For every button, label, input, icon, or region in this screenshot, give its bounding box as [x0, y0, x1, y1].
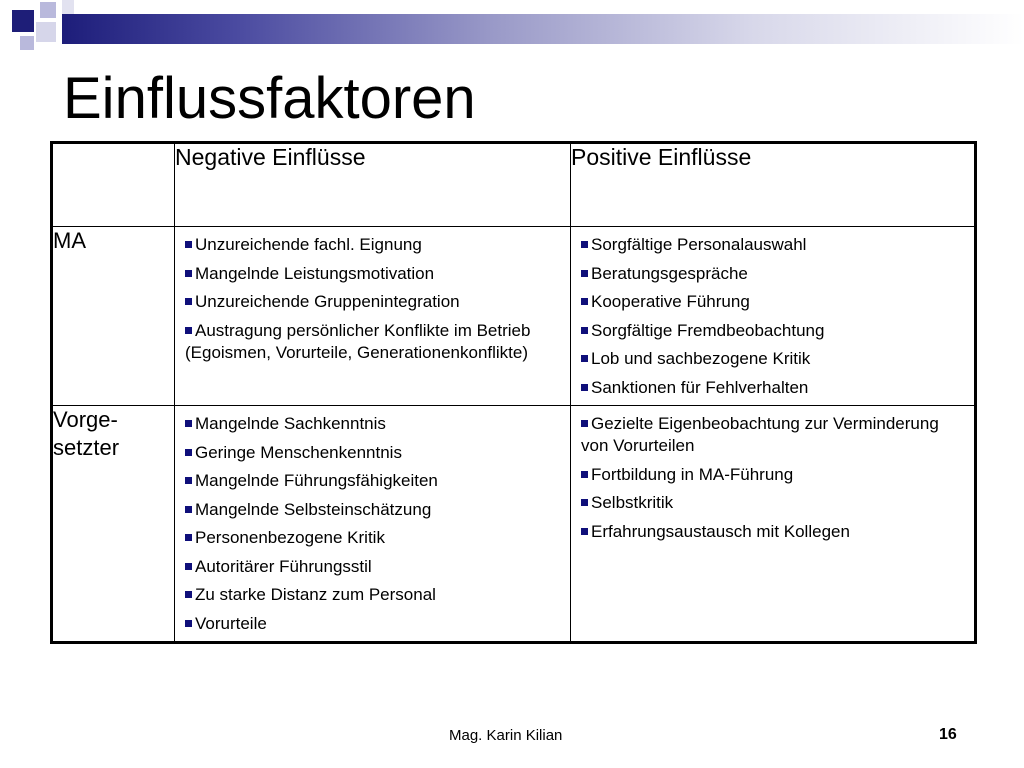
square-bullet-icon [185, 420, 192, 427]
decorative-square [36, 22, 56, 42]
positive-cell [571, 406, 976, 643]
list-item-text: Mangelnde Selbsteinschätzung [195, 499, 432, 519]
square-bullet-icon [581, 528, 588, 535]
list-item-text: Mangelnde Sachkenntnis [195, 414, 386, 433]
negative-cell [175, 227, 571, 406]
square-bullet-icon [185, 327, 192, 334]
decorative-square [40, 2, 56, 18]
list-item-text: Vorurteile [195, 613, 267, 633]
header-gradient-band [62, 14, 1024, 44]
row-label: Vorge- [53, 407, 118, 432]
negative-cell [175, 406, 571, 643]
square-bullet-icon [185, 477, 192, 484]
row-label-cell [52, 406, 175, 643]
square-bullet-icon [185, 620, 192, 627]
list-item-text: Mangelnde Leistungsmotivation [195, 263, 435, 283]
positive-cell [571, 227, 976, 406]
header-negative: Negative Einflüsse [175, 143, 571, 227]
list-item [185, 263, 562, 285]
list-item-text: Gezielte Eigenbeobachtung zur Verminderung von Vorurteilen [581, 414, 939, 455]
list-item-text: Sorgfältige Fremdbeobachtung [591, 320, 825, 340]
list-item [581, 521, 966, 543]
list-item-text: Fortbildung in MA-Führung [591, 464, 794, 484]
influence-table [50, 141, 977, 644]
list-item [185, 413, 562, 435]
list-item [185, 442, 562, 464]
list-item [185, 470, 562, 492]
list-item [581, 464, 966, 486]
list-item [581, 291, 966, 313]
list-item-text: Sorgfältige Personalauswahl [591, 235, 807, 254]
list-item [185, 527, 562, 549]
list-item [185, 499, 562, 521]
list-item [581, 377, 966, 399]
list-item-text: Austragung persönlicher Konflikte im Betrieb (Egoismen, Vorurteile, Generationenkonflikte) [185, 320, 531, 362]
list-item-text: Unzureichende Gruppenintegration [195, 292, 460, 311]
square-bullet-icon [581, 499, 588, 506]
square-bullet-icon [185, 449, 192, 456]
square-bullet-icon [185, 563, 192, 570]
row-label: setzter [53, 435, 120, 460]
list-item-text: Lob und sachbezogene Kritik [591, 349, 811, 368]
positive-list [571, 227, 974, 399]
square-bullet-icon [185, 241, 192, 248]
square-bullet-icon [581, 241, 588, 248]
list-item-text: Zu starke Distanz zum Personal [195, 585, 436, 604]
list-item [185, 584, 562, 606]
footer-author: Mag. Karin Kilian [449, 727, 563, 744]
header-corner-cell [52, 143, 175, 227]
list-item [581, 413, 966, 457]
slide-title: Einflussfaktoren [63, 66, 476, 131]
square-bullet-icon [581, 471, 588, 478]
square-bullet-icon [581, 420, 588, 427]
list-item [581, 263, 966, 285]
row-label: MA [53, 228, 86, 253]
list-item-text: Mangelnde Führungsfähigkeiten [195, 471, 438, 490]
list-item-text: Erfahrungsaustausch mit Kollegen [591, 521, 850, 541]
square-bullet-icon [185, 591, 192, 598]
positive-list [571, 406, 974, 543]
square-bullet-icon [581, 298, 588, 305]
list-item [581, 492, 966, 514]
list-item [581, 348, 966, 370]
page-number: 16 [939, 726, 957, 743]
square-bullet-icon [185, 506, 192, 513]
list-item [185, 613, 562, 635]
negative-list [175, 227, 570, 364]
square-bullet-icon [185, 534, 192, 541]
row-label-cell [52, 227, 175, 406]
list-item [581, 234, 966, 256]
list-item-text: Personenbezogene Kritik [195, 528, 385, 547]
table-header-row [52, 143, 976, 227]
decorative-square [20, 36, 34, 50]
list-item-text: Selbstkritik [591, 493, 674, 512]
list-item [185, 320, 562, 364]
list-item-text: Sanktionen für Fehlverhalten [591, 377, 809, 397]
list-item [185, 291, 562, 313]
list-item-text: Geringe Menschenkenntnis [195, 442, 402, 462]
table-row [52, 406, 976, 643]
square-bullet-icon [185, 270, 192, 277]
list-item-text: Autoritärer Führungsstil [195, 556, 372, 576]
decorative-square [62, 0, 74, 14]
list-item [185, 234, 562, 256]
square-bullet-icon [581, 270, 588, 277]
square-bullet-icon [581, 355, 588, 362]
negative-list [175, 406, 570, 635]
square-bullet-icon [581, 384, 588, 391]
list-item [581, 320, 966, 342]
list-item-text: Kooperative Führung [591, 292, 750, 311]
list-item-text: Beratungsgespräche [591, 263, 748, 283]
list-item-text: Unzureichende fachl. Eignung [195, 235, 422, 254]
list-item [185, 556, 562, 578]
square-bullet-icon [185, 298, 192, 305]
header-positive: Positive Einflüsse [571, 143, 976, 227]
table-row [52, 227, 976, 406]
square-bullet-icon [581, 327, 588, 334]
decorative-square [12, 10, 34, 32]
